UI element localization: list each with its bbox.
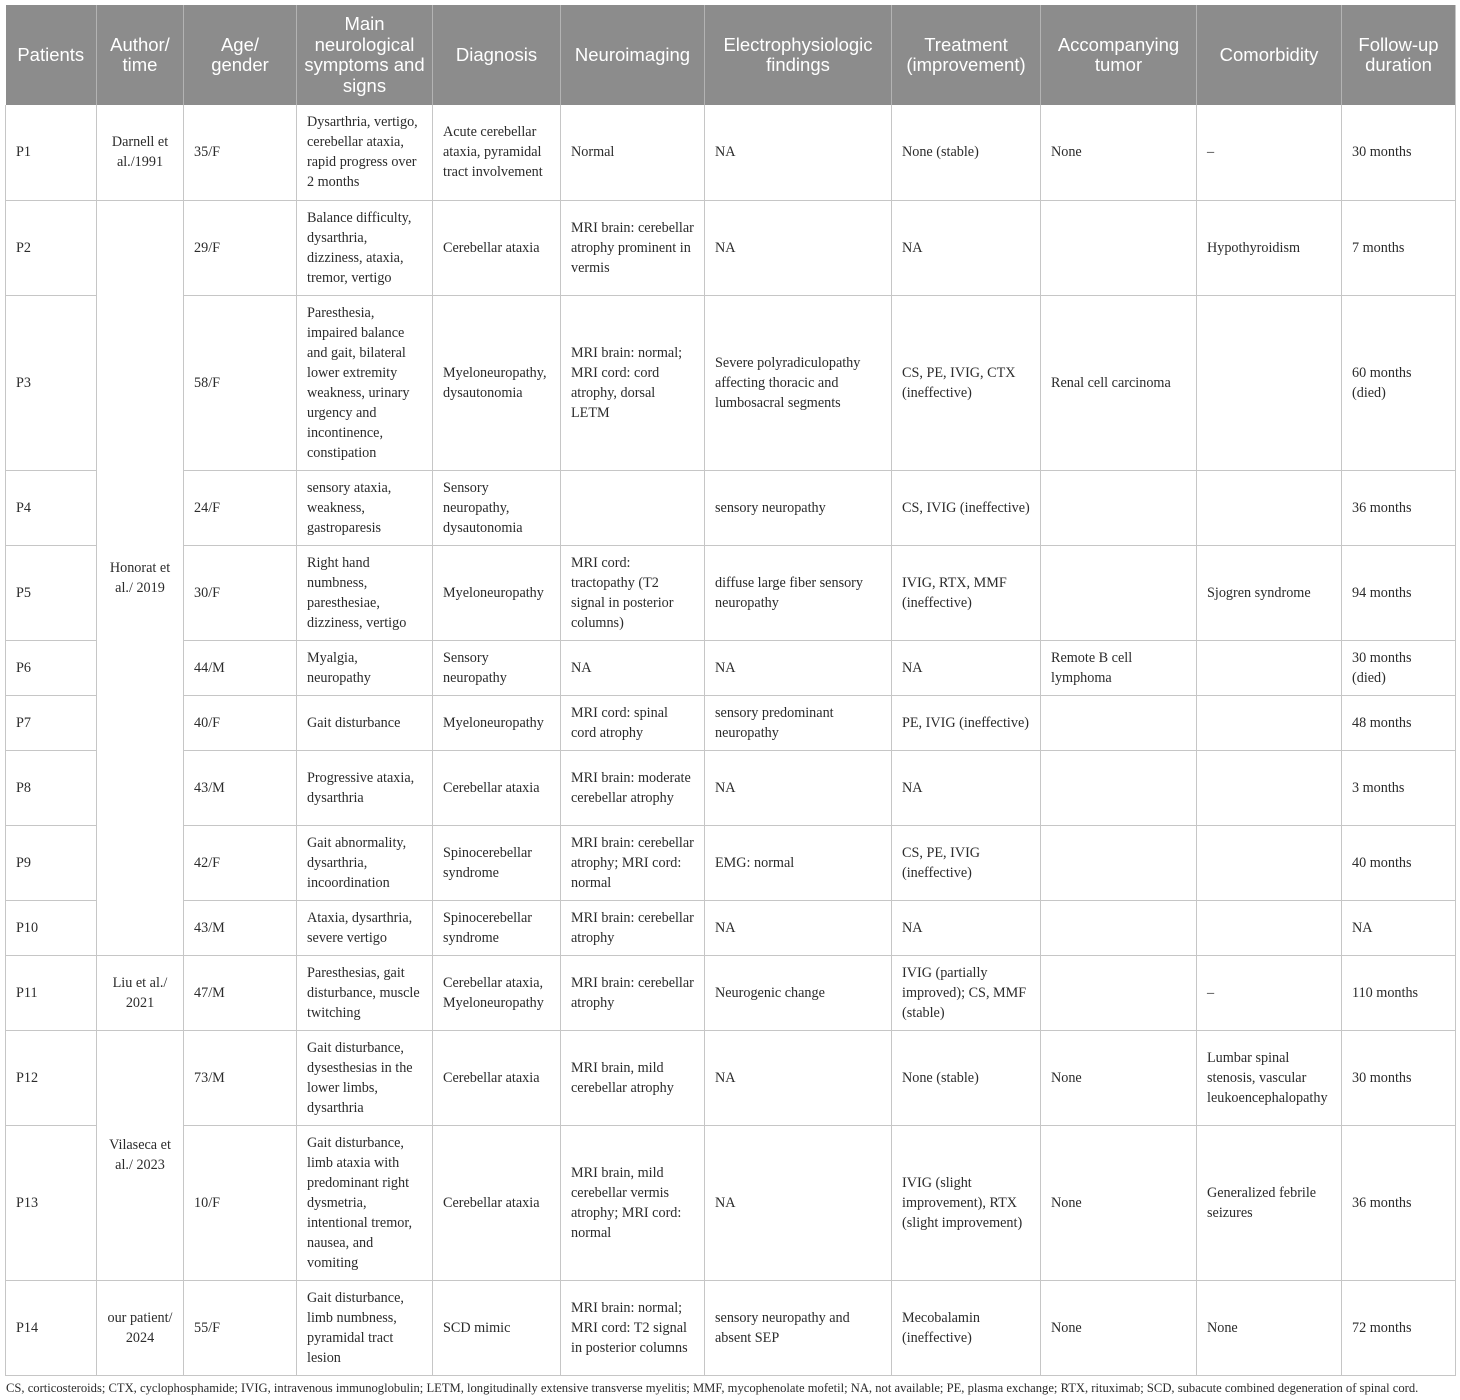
author-cell: Liu et al./ 2021	[97, 955, 184, 1030]
treatment-cell: NA	[892, 200, 1041, 295]
neuroimaging-cell: MRI brain: cerebellar atrophy	[561, 900, 705, 955]
tumor-cell	[1041, 470, 1197, 545]
neuroimaging-cell: MRI cord: spinal cord atrophy	[561, 695, 705, 750]
followup-cell: 40 months	[1342, 825, 1456, 900]
tumor-cell: Remote B cell lymphoma	[1041, 640, 1197, 695]
comorbidity-cell	[1197, 825, 1342, 900]
comorbidity-cell	[1197, 295, 1342, 470]
followup-cell: 3 months	[1342, 750, 1456, 825]
column-header: Comorbidity	[1197, 5, 1342, 105]
symptoms-cell: sensory ataxia, weakness, gastroparesis	[297, 470, 433, 545]
electrophysiology-cell: Neurogenic change	[705, 955, 892, 1030]
comorbidity-cell: None	[1197, 1280, 1342, 1375]
comorbidity-cell: Generalized febrile seizures	[1197, 1125, 1342, 1280]
tumor-cell: None	[1041, 1125, 1197, 1280]
patient-cell: P2	[6, 200, 97, 295]
age-gender-cell: 55/F	[184, 1280, 297, 1375]
age-gender-cell: 43/M	[184, 750, 297, 825]
age-gender-cell: 35/F	[184, 105, 297, 200]
diagnosis-cell: Myeloneuropathy	[433, 695, 561, 750]
symptoms-cell: Myalgia, neuropathy	[297, 640, 433, 695]
column-header: Accompanying tumor	[1041, 5, 1197, 105]
table-row	[6, 545, 1456, 640]
column-header: Treatment (improvement)	[892, 5, 1041, 105]
symptoms-cell: Dysarthria, vertigo, cerebellar ataxia, rapid progress over 2 months	[297, 105, 433, 200]
treatment-cell: CS, PE, IVIG (ineffective)	[892, 825, 1041, 900]
column-header: Main neurological symptoms and signs	[297, 5, 433, 105]
tumor-cell: None	[1041, 1280, 1197, 1375]
neuroimaging-cell	[561, 470, 705, 545]
patient-table	[5, 5, 1456, 1376]
electrophysiology-cell: NA	[705, 200, 892, 295]
neuroimaging-cell: MRI brain: normal; MRI cord: cord atrophy, dorsal LETM	[561, 295, 705, 470]
followup-cell: 30 months (died)	[1342, 640, 1456, 695]
column-header: Follow-up duration	[1342, 5, 1456, 105]
table-row	[6, 200, 1456, 295]
age-gender-cell: 47/M	[184, 955, 297, 1030]
tumor-cell: None	[1041, 1030, 1197, 1125]
electrophysiology-cell: NA	[705, 750, 892, 825]
column-header: Diagnosis	[433, 5, 561, 105]
symptoms-cell: Gait abnormality, dysarthria, incoordination	[297, 825, 433, 900]
author-cell: Vilaseca et al./ 2023	[97, 1030, 184, 1280]
patient-cell: P7	[6, 695, 97, 750]
table-row	[6, 825, 1456, 900]
electrophysiology-cell: NA	[705, 105, 892, 200]
electrophysiology-cell: sensory neuropathy and absent SEP	[705, 1280, 892, 1375]
electrophysiology-cell: sensory predominant neuropathy	[705, 695, 892, 750]
followup-cell: 48 months	[1342, 695, 1456, 750]
electrophysiology-cell: NA	[705, 640, 892, 695]
followup-cell: 94 months	[1342, 545, 1456, 640]
treatment-cell: IVIG (partially improved); CS, MMF (stable)	[892, 955, 1041, 1030]
tumor-cell	[1041, 750, 1197, 825]
table-row	[6, 955, 1456, 1030]
symptoms-cell: Paresthesias, gait disturbance, muscle twitching	[297, 955, 433, 1030]
followup-cell: 30 months	[1342, 105, 1456, 200]
symptoms-cell: Ataxia, dysarthria, severe vertigo	[297, 900, 433, 955]
comorbidity-cell	[1197, 695, 1342, 750]
electrophysiology-cell: sensory neuropathy	[705, 470, 892, 545]
patient-cell: P11	[6, 955, 97, 1030]
symptoms-cell: Paresthesia, impaired balance and gait, bilateral lower extremity weakness, urinary urgency and incontinence, constipation	[297, 295, 433, 470]
treatment-cell: NA	[892, 900, 1041, 955]
table-row	[6, 295, 1456, 470]
followup-cell: 7 months	[1342, 200, 1456, 295]
header-row	[6, 5, 1456, 105]
age-gender-cell: 42/F	[184, 825, 297, 900]
author-cell: our patient/ 2024	[97, 1280, 184, 1375]
patient-cell: P14	[6, 1280, 97, 1375]
patient-cell: P6	[6, 640, 97, 695]
diagnosis-cell: Cerebellar ataxia	[433, 1030, 561, 1125]
patient-cell: P12	[6, 1030, 97, 1125]
table-container	[5, 5, 1455, 1396]
neuroimaging-cell: MRI brain: cerebellar atrophy; MRI cord: normal	[561, 825, 705, 900]
table-body	[6, 105, 1456, 1375]
symptoms-cell: Balance difficulty, dysarthria, dizziness, ataxia, tremor, vertigo	[297, 200, 433, 295]
diagnosis-cell: Sensory neuropathy	[433, 640, 561, 695]
tumor-cell	[1041, 545, 1197, 640]
treatment-cell: CS, PE, IVIG, CTX (ineffective)	[892, 295, 1041, 470]
symptoms-cell: Gait disturbance, limb ataxia with predominant right dysmetria, intentional tremor, nausea, and vomiting	[297, 1125, 433, 1280]
column-header: Electrophysiologic findings	[705, 5, 892, 105]
patient-cell: P8	[6, 750, 97, 825]
comorbidity-cell	[1197, 900, 1342, 955]
comorbidity-cell	[1197, 470, 1342, 545]
diagnosis-cell: Myeloneuropathy	[433, 545, 561, 640]
neuroimaging-cell: MRI brain: moderate cerebellar atrophy	[561, 750, 705, 825]
diagnosis-cell: Cerebellar ataxia, Myeloneuropathy	[433, 955, 561, 1030]
column-header: Patients	[6, 5, 97, 105]
diagnosis-cell: Sensory neuropathy, dysautonomia	[433, 470, 561, 545]
author-cell: Honorat et al./ 2019	[97, 200, 184, 955]
treatment-cell: PE, IVIG (ineffective)	[892, 695, 1041, 750]
symptoms-cell: Gait disturbance, dysesthesias in the lower limbs, dysarthria	[297, 1030, 433, 1125]
diagnosis-cell: Spinocerebellar syndrome	[433, 900, 561, 955]
table-row	[6, 640, 1456, 695]
comorbidity-cell: Lumbar spinal stenosis, vascular leukoencephalopathy	[1197, 1030, 1342, 1125]
diagnosis-cell: Cerebellar ataxia	[433, 1125, 561, 1280]
followup-cell: 60 months (died)	[1342, 295, 1456, 470]
comorbidity-cell	[1197, 640, 1342, 695]
table-row	[6, 1280, 1456, 1375]
age-gender-cell: 44/M	[184, 640, 297, 695]
patient-cell: P1	[6, 105, 97, 200]
age-gender-cell: 58/F	[184, 295, 297, 470]
comorbidity-cell: Hypothyroidism	[1197, 200, 1342, 295]
patient-cell: P13	[6, 1125, 97, 1280]
electrophysiology-cell: diffuse large fiber sensory neuropathy	[705, 545, 892, 640]
followup-cell: 110 months	[1342, 955, 1456, 1030]
electrophysiology-cell: NA	[705, 1125, 892, 1280]
tumor-cell	[1041, 695, 1197, 750]
comorbidity-cell: Sjogren syndrome	[1197, 545, 1342, 640]
column-header: Age/ gender	[184, 5, 297, 105]
diagnosis-cell: Acute cerebellar ataxia, pyramidal tract involvement	[433, 105, 561, 200]
age-gender-cell: 43/M	[184, 900, 297, 955]
neuroimaging-cell: MRI cord: tractopathy (T2 signal in posterior columns)	[561, 545, 705, 640]
followup-cell: 72 months	[1342, 1280, 1456, 1375]
symptoms-cell: Gait disturbance	[297, 695, 433, 750]
age-gender-cell: 40/F	[184, 695, 297, 750]
electrophysiology-cell: NA	[705, 1030, 892, 1125]
tumor-cell	[1041, 200, 1197, 295]
table-row	[6, 1030, 1456, 1125]
diagnosis-cell: Cerebellar ataxia	[433, 750, 561, 825]
symptoms-cell: Right hand numbness, paresthesiae, dizziness, vertigo	[297, 545, 433, 640]
treatment-cell: NA	[892, 750, 1041, 825]
table-header	[6, 5, 1456, 105]
neuroimaging-cell: MRI brain, mild cerebellar atrophy	[561, 1030, 705, 1125]
age-gender-cell: 30/F	[184, 545, 297, 640]
patient-cell: P10	[6, 900, 97, 955]
table-row	[6, 695, 1456, 750]
diagnosis-cell: Cerebellar ataxia	[433, 200, 561, 295]
treatment-cell: NA	[892, 640, 1041, 695]
electrophysiology-cell: Severe polyradiculopathy affecting thoracic and lumbosacral segments	[705, 295, 892, 470]
comorbidity-cell: –	[1197, 955, 1342, 1030]
treatment-cell: None (stable)	[892, 1030, 1041, 1125]
followup-cell: NA	[1342, 900, 1456, 955]
table-row	[6, 750, 1456, 825]
followup-cell: 30 months	[1342, 1030, 1456, 1125]
age-gender-cell: 10/F	[184, 1125, 297, 1280]
patient-cell: P5	[6, 545, 97, 640]
electrophysiology-cell: EMG: normal	[705, 825, 892, 900]
diagnosis-cell: Myeloneuropathy, dysautonomia	[433, 295, 561, 470]
comorbidity-cell: –	[1197, 105, 1342, 200]
neuroimaging-cell: MRI brain: cerebellar atrophy	[561, 955, 705, 1030]
tumor-cell	[1041, 900, 1197, 955]
treatment-cell: IVIG (slight improvement), RTX (slight improvement)	[892, 1125, 1041, 1280]
neuroimaging-cell: MRI brain: normal; MRI cord: T2 signal in posterior columns	[561, 1280, 705, 1375]
patient-cell: P4	[6, 470, 97, 545]
treatment-cell: None (stable)	[892, 105, 1041, 200]
treatment-cell: Mecobalamin (ineffective)	[892, 1280, 1041, 1375]
neuroimaging-cell: MRI brain, mild cerebellar vermis atrophy; MRI cord: normal	[561, 1125, 705, 1280]
table-row	[6, 105, 1456, 200]
table-row	[6, 1125, 1456, 1280]
age-gender-cell: 73/M	[184, 1030, 297, 1125]
patient-cell: P9	[6, 825, 97, 900]
age-gender-cell: 24/F	[184, 470, 297, 545]
column-header: Neuroimaging	[561, 5, 705, 105]
electrophysiology-cell: NA	[705, 900, 892, 955]
symptoms-cell: Progressive ataxia, dysarthria	[297, 750, 433, 825]
tumor-cell: None	[1041, 105, 1197, 200]
tumor-cell: Renal cell carcinoma	[1041, 295, 1197, 470]
author-cell: Darnell et al./1991	[97, 105, 184, 200]
diagnosis-cell: Spinocerebellar syndrome	[433, 825, 561, 900]
followup-cell: 36 months	[1342, 1125, 1456, 1280]
age-gender-cell: 29/F	[184, 200, 297, 295]
comorbidity-cell	[1197, 750, 1342, 825]
neuroimaging-cell: NA	[561, 640, 705, 695]
table-row	[6, 900, 1456, 955]
column-header: Author/ time	[97, 5, 184, 105]
treatment-cell: IVIG, RTX, MMF (ineffective)	[892, 545, 1041, 640]
symptoms-cell: Gait disturbance, limb numbness, pyramidal tract lesion	[297, 1280, 433, 1375]
neuroimaging-cell: MRI brain: cerebellar atrophy prominent in vermis	[561, 200, 705, 295]
diagnosis-cell: SCD mimic	[433, 1280, 561, 1375]
patient-cell: P3	[6, 295, 97, 470]
tumor-cell	[1041, 955, 1197, 1030]
neuroimaging-cell: Normal	[561, 105, 705, 200]
tumor-cell	[1041, 825, 1197, 900]
followup-cell: 36 months	[1342, 470, 1456, 545]
table-footnote: CS, corticosteroids; CTX, cyclophosphamide; IVIG, intravenous immunoglobulin; LETM, longitudinally extensive transverse myelitis; MMF, mycophenolate mofetil; NA, not available; PE, plasma exchange; RTX, rituximab; SCD, subacute combined degeneration of spinal cord.	[6, 1380, 1419, 1395]
table-row	[6, 470, 1456, 545]
treatment-cell: CS, IVIG (ineffective)	[892, 470, 1041, 545]
